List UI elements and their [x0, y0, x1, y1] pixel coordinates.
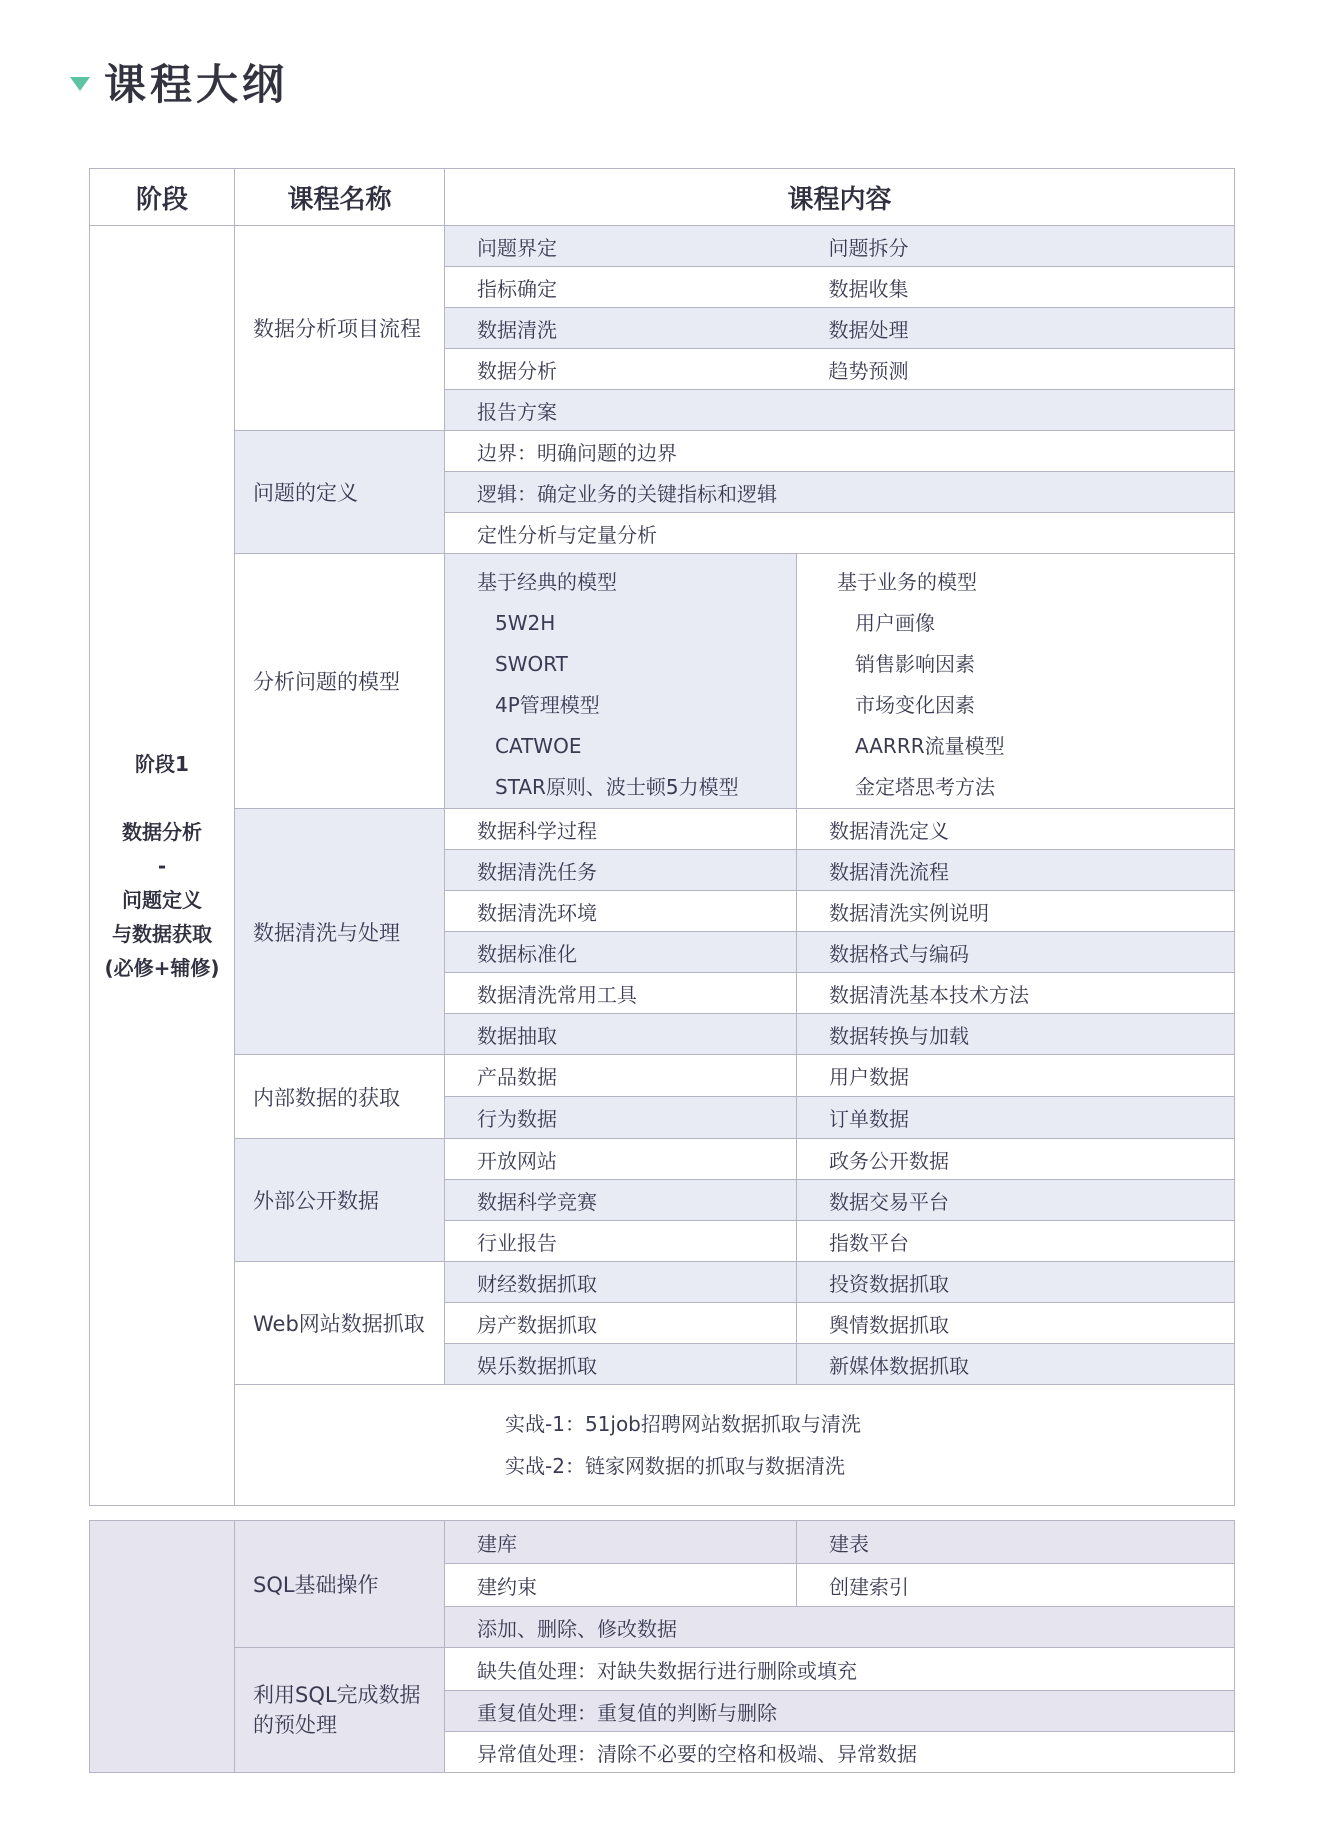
model-item: 4P管理模型: [495, 693, 600, 717]
course-name: 外部公开数据: [235, 1139, 445, 1262]
content-cell: 娱乐数据抓取: [445, 1344, 797, 1385]
content-cell: 缺失值处理：对缺失数据行进行删除或填充: [445, 1648, 1235, 1691]
content-cell: 问题拆分: [797, 226, 1235, 267]
table-row: [90, 1385, 1235, 1506]
stage-line: 问题定义: [122, 887, 202, 912]
content-cell: 建库: [445, 1521, 797, 1564]
content-cell: 数据清洗实例说明: [797, 891, 1235, 932]
content-cell: 定性分析与定量分析: [445, 513, 1235, 554]
content-cell: 数据格式与编码: [797, 932, 1235, 973]
content-cell: 重复值处理：重复值的判断与删除: [445, 1691, 1235, 1732]
content-cell: 添加、删除、修改数据: [445, 1607, 1235, 1648]
course-outline-table: [89, 168, 1235, 1506]
content-cell: 政务公开数据: [797, 1139, 1235, 1180]
course-name: 分析问题的模型: [235, 554, 445, 809]
content-cell: 行为数据: [445, 1097, 797, 1139]
content-cell: 数据分析: [445, 349, 797, 390]
content-cell: 指数平台: [797, 1221, 1235, 1262]
stage-line: -: [157, 853, 167, 878]
content-cell: 产品数据: [445, 1055, 797, 1097]
practice-item: 实战-2：链家网数据的抓取与数据清洗: [505, 1454, 845, 1478]
content-cell: 数据清洗定义: [797, 809, 1235, 850]
content-cell: 数据清洗任务: [445, 850, 797, 891]
table-row: [90, 226, 1235, 267]
page-title: 课程大纲: [104, 60, 289, 109]
content-cell: 数据科学竞赛: [445, 1180, 797, 1221]
content-cell: 数据清洗常用工具: [445, 973, 797, 1014]
content-cell: 数据清洗流程: [797, 850, 1235, 891]
content-cell: 投资数据抓取: [797, 1262, 1235, 1303]
model-item: 5W2H: [495, 611, 556, 635]
table-row: [90, 1139, 1235, 1180]
content-cell: 异常值处理：清除不必要的空格和极端、异常数据: [445, 1732, 1235, 1773]
content-cell: 数据转换与加载: [797, 1014, 1235, 1055]
page-heading: [70, 52, 288, 112]
content-cell: 数据清洗基本技术方法: [797, 973, 1235, 1014]
model-item: AARRR流量模型: [855, 734, 1005, 758]
content-cell: 指标确定: [445, 267, 797, 308]
content-cell: 边界：明确问题的边界: [445, 431, 1235, 472]
header-course-name: 课程名称: [235, 169, 445, 226]
content-cell: 建表: [797, 1521, 1235, 1564]
model-item: 销售影响因素: [855, 652, 975, 676]
content-cell: 用户数据: [797, 1055, 1235, 1097]
content-cell: 数据处理: [797, 308, 1235, 349]
table-row: [90, 1055, 1235, 1097]
stage-label: 阶段1: [135, 751, 189, 776]
content-cell: 数据交易平台: [797, 1180, 1235, 1221]
course-name: 利用SQL完成数据的预处理: [235, 1648, 445, 1773]
course-name: SQL基础操作: [235, 1521, 445, 1648]
stage-line: (必修+辅修): [104, 955, 220, 980]
model-group-label: 基于经典的模型: [477, 570, 617, 594]
course-name: 问题的定义: [235, 431, 445, 554]
model-item: 金定塔思考方法: [855, 775, 995, 799]
header-stage: 阶段: [90, 169, 235, 226]
content-cell: 数据抽取: [445, 1014, 797, 1055]
table-row: [90, 809, 1235, 850]
content-cell: 建约束: [445, 1564, 797, 1607]
header-course-content: 课程内容: [445, 169, 1235, 226]
model-item: 市场变化因素: [855, 693, 975, 717]
course-name: 数据分析项目流程: [235, 226, 445, 431]
table-row: [90, 1262, 1235, 1303]
practice-cell: [235, 1385, 1235, 1506]
content-cell: 新媒体数据抓取: [797, 1344, 1235, 1385]
content-cell: 报告方案: [445, 390, 1235, 431]
model-item: STAR原则、波士顿5力模型: [495, 775, 739, 799]
content-cell: 财经数据抓取: [445, 1262, 797, 1303]
table-row: [90, 1648, 1235, 1691]
content-cell: 数据收集: [797, 267, 1235, 308]
content-cell: 逻辑：确定业务的关键指标和逻辑: [445, 472, 1235, 513]
stage-line: 与数据获取: [112, 921, 212, 946]
practice-item: 实战-1：51job招聘网站数据抓取与清洗: [505, 1412, 861, 1436]
content-cell: 行业报告: [445, 1221, 797, 1262]
course-name: Web网站数据抓取: [235, 1262, 445, 1385]
content-cell: 数据清洗环境: [445, 891, 797, 932]
table-row: [90, 1521, 1235, 1564]
stage-line: 数据分析: [122, 819, 202, 844]
content-cell: 舆情数据抓取: [797, 1303, 1235, 1344]
course-name: 数据清洗与处理: [235, 809, 445, 1055]
model-item: 用户画像: [855, 611, 935, 635]
models-left-cell: [445, 554, 797, 809]
triangle-down-icon: [70, 77, 90, 91]
course-outline-table-stage2: [89, 1520, 1235, 1773]
models-right-cell: [797, 554, 1235, 809]
model-item: CATWOE: [495, 734, 582, 758]
content-cell: 趋势预测: [797, 349, 1235, 390]
table-header-row: [90, 169, 1235, 226]
content-cell: 数据标准化: [445, 932, 797, 973]
stage-1-cell: [90, 226, 235, 1506]
content-cell: 房产数据抓取: [445, 1303, 797, 1344]
content-cell: 订单数据: [797, 1097, 1235, 1139]
content-cell: 创建索引: [797, 1564, 1235, 1607]
model-item: SWORT: [495, 652, 568, 676]
content-cell: 问题界定: [445, 226, 797, 267]
table-row: [90, 554, 1235, 809]
stage-2-cell: [90, 1521, 235, 1773]
content-cell: 数据科学过程: [445, 809, 797, 850]
content-cell: 开放网站: [445, 1139, 797, 1180]
course-name: 内部数据的获取: [235, 1055, 445, 1139]
content-cell: 数据清洗: [445, 308, 797, 349]
table-row: [90, 431, 1235, 472]
model-group-label: 基于业务的模型: [837, 570, 977, 594]
